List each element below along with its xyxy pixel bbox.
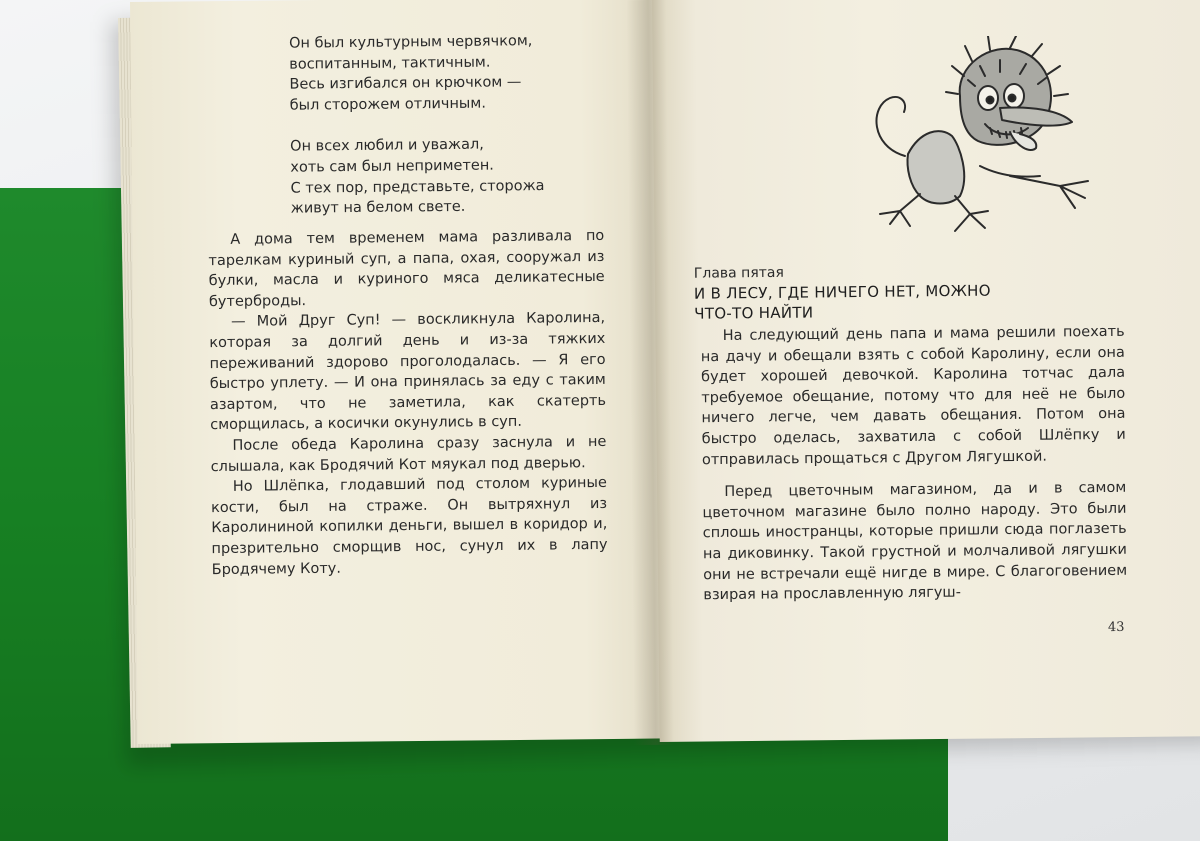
- poem-stanza: [289, 30, 610, 116]
- poem-line: был сторожем отличным.: [289, 95, 486, 114]
- poem-line: С тех пор, представьте, сторожа: [290, 177, 545, 197]
- chapter-title: И В ЛЕСУ, ГДЕ НИЧЕГО НЕТ, МОЖНО ЧТО-ТО НАЙТИ: [693, 281, 991, 323]
- poem-line: Весь изгибался он крючком —: [289, 74, 522, 93]
- left-page-prose: [208, 226, 608, 580]
- poem-stanza: [290, 134, 611, 220]
- page-number: 43: [1107, 619, 1125, 636]
- paragraph: — Мой Друг Суп! — воскликнула Каролина, которая за долгий день и из-за тяжких переживаний здорово проголодалась. — Я его быстро уплету. — И она принялась за еду с таким азартом, что не заметила, как скатерть сморщилась, а косички окунулись в суп.: [209, 310, 607, 434]
- chapter-label: Глава пятая: [693, 264, 784, 282]
- poem: [289, 30, 611, 240]
- paragraph: На следующий день папа и мама решили поехать на дачу и обещали взять с собой Каролину, если она будет хорошей девочкой. Каролина тотчас дала требуемое обещание, потому что для неё не было ничего легче, чем давать обещания. Потом она быстро оделась, захватила с собой Шлёпку и отправилась прощаться с Другом Лягушкой.: [700, 323, 1126, 468]
- paragraph: После обеда Каролина сразу заснула и не слышала, как Бродячий Кот мяукал под дверью.: [210, 433, 607, 475]
- right-page-prose: [701, 322, 1128, 606]
- paragraph: А дома тем временем мама разливала по тарелкам куриный суп, а папа, охая, сооружал из булки, масла и куриного мяса деликатесные бутерброды.: [208, 227, 605, 310]
- poem-line: Он был культурным червячком,: [288, 33, 533, 52]
- book-gutter: [626, 0, 674, 745]
- poem-line: воспитанным, тактичным.: [289, 54, 491, 73]
- poem-line: Он всех любил и уважал,: [290, 137, 484, 156]
- poem-line: живут на белом свете.: [290, 198, 466, 217]
- creature-illustration: [860, 36, 1100, 236]
- chapter-heading: [694, 260, 1025, 323]
- paragraph: Но Шлёпка, глодавший под столом куриные кости, был на страже. Он вытряхнул из Каролининой копилки деньги, вышел в коридор и, презрительно сморщив нос, сунул их в лапу Бродячему Коту.: [211, 475, 608, 578]
- paragraph: Перед цветочным магазином, да и в самом цветочном магазине было полно народу. Это были сплошь иностранцы, которые пришли сюда поглазеть на диковинку. Такой грустной и молчаливой лягушки они не встречали ещё нигде в мире. С благоговением взирая на прославленную лягуш-: [702, 479, 1128, 604]
- poem-line: хоть сам был неприметен.: [290, 157, 494, 176]
- creature-illustration-drawing: [876, 36, 1088, 231]
